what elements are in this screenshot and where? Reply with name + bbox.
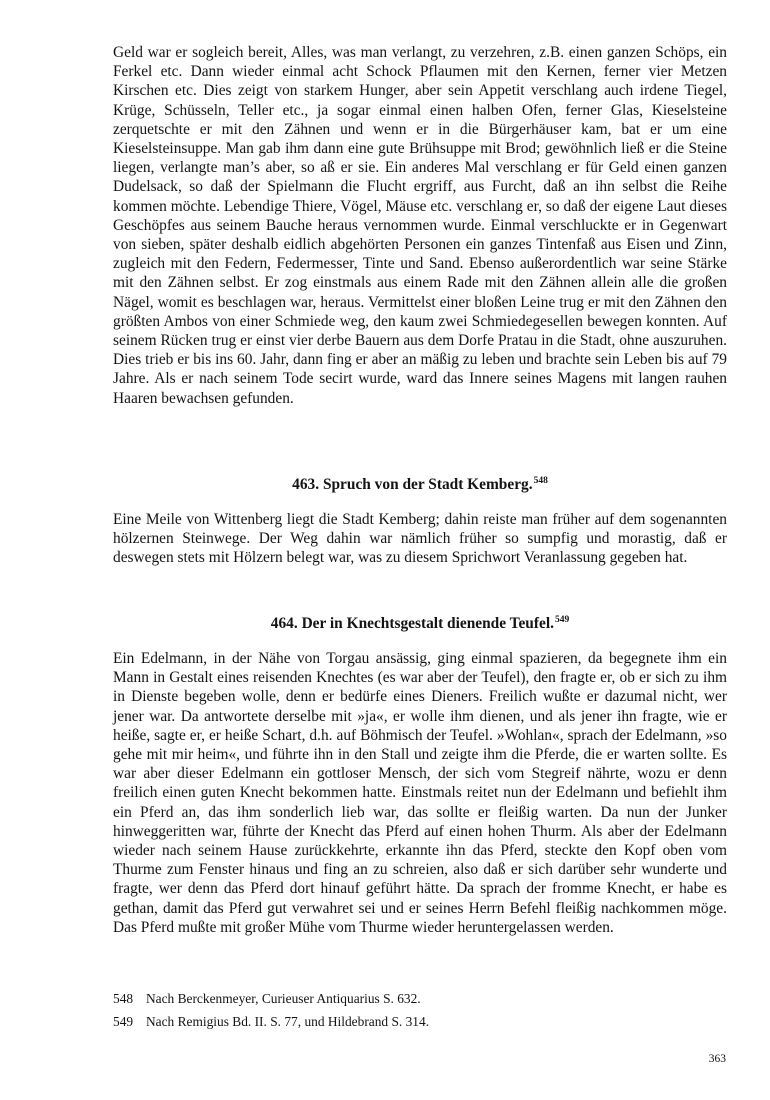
paragraph-teufel: Ein Edelmann, in der Nähe von Torgau ansässig, ging einmal spazieren, da begegnete ihm ein Mann in Gestalt eines reisenden Knechtes (es war aber der Teufel), den fragte er, ob er sich zu ihm in Dienste begeben wolle, denn er bedürfe eines Dieners. Freilich wußte er dazumal nicht, wer jener war. Da antwortete derselbe mit »ja«, er wolle ihm dienen, und als jener ihn fragte, wie er heiße, sagte er, er heiße Schart, d.h. auf Böhmisch der Teufel. »Wohlan«, sprach der Edelmann, »so gehe mit mir heim«, und führte ihn in den Stall und zeigte ihm die Pferde, die er warten sollte. Es war aber dieser Edelmann ein gottloser Mensch, der sich vom Stegreif nährte, wozu er denn freilich einen guten Knecht bekommen hatte. Einstmals reitet nun der Edelmann und befiehlt ihm ein Pferd an, das ihm sonderlich lieb war, das sollte er fleißig warten. Da nun der Junker hinweggeritten war, führte der Knecht das Pferd auf einen hohen Thurm. Als aber der Edelmann wieder nach seinem Hause zurückkehrte, erkannte ihn das Pferd, steckte den Kopf oben vom Thurme zum Fenster hinaus und fing an zu schreien, also daß er sich darüber sehr wunderte und fragte, wer denn das Pferd dort hinauf geführt hätte. Da sprach der fromme Knecht, er habe es gethan, damit das Pferd gut verwahret sei und er seines Herrn Befehl fleißig nachkommen möge. Das Pferd mußte mit großer Mühe vom Thurme wieder heruntergelassen werden. — [113, 650, 727, 936]
footnote-number: 549 — [113, 1014, 134, 1029]
footnote-text: Nach Remigius Bd. II. S. 77, und Hildebrand S. 314. — [146, 1014, 430, 1029]
heading-463-kemberg — [113, 475, 727, 494]
page-number: 363 — [708, 1053, 726, 1065]
heading-title: 463. Spruch von der Stadt Kemberg. — [292, 476, 533, 493]
heading-title: 464. Der in Knechtsgestalt dienende Teufel. — [270, 615, 554, 632]
footnote-ref-548[interactable]: 548 — [533, 476, 548, 486]
footnote-text: Nach Berckenmeyer, Curieuser Antiquarius S. 632. — [146, 991, 421, 1006]
footnote-548 — [113, 990, 727, 1007]
footnote-ref-549[interactable]: 549 — [554, 615, 570, 625]
paragraph-kemberg: Eine Meile von Wittenberg liegt die Stadt Kemberg; dahin reiste man früher auf dem sogenannten hölzernen Steinwege. Der Weg dahin war nämlich früher so sumpfig und morastig, daß er deswegen stets mit Hölzern belegt war, was zu diesem Sprichwort Veranlassung gegeben hat. — [113, 511, 727, 567]
footnote-549 — [113, 1013, 727, 1030]
paragraph-continued-story: Geld war er sogleich bereit, Alles, was man verlangt, zu verzehren, z.B. einen ganzen Schöps, ein Ferkel etc. Dann wieder einmal acht Schock Pflaumen mit den Kernen, ferner vier Metzen Kirschen etc. Dies zeigt von starkem Hunger, aber sein Appetit verschlang auch irdene Tiegel, Krüge, Schüsseln, Teller etc., ja sogar einmal einen halben Ofen, ferner Glas, Kieselsteine zerquetschte er mit den Zähnen und wenn er in die Bürgerhäuser kam, bat er um eine Kieselsteinsuppe. Man gab ihm dann eine gute Brühsuppe mit Brod; gewöhnlich ließ er die Steine liegen, verlangte man’s aber, so aß er sie. Ein anderes Mal verschlang er für Geld einen ganzen Dudelsack, so daß der Spielmann die Flucht ergriff, aus Furcht, daß an ihn selbst die Reihe kommen möchte. Lebendige Thiere, Vögel, Mäuse etc. verschlang er, so daß der eigene Laut dieses Geschöpfes aus seinem Bauche heraus vernommen wurde. Einmal verschluckte er in Gegenwart von sieben, später deshalb eidlich abgehörten Personen ein ganzes Tintenfaß aus Eisen und Zinn, zugleich mit den Federn, Federmesser, Tinte und Sand. Ebenso außerordentlich war seine Stärke mit den Zähnen selbst. Er zog einstmals aus einem Rade mit den Zähnen allein alle die großen Nägel, womit es beschlagen war, heraus. Vermittelst einer bloßen Leine trug er mit den Zähnen den größten Ambos von einer Schmiede weg, den kaum zwei Schmiedegesellen bewegen konnten. Auf seinem Rücken trug er einst vier derbe Bauern aus dem Dorfe Pratau in die Stadt, ohne auszuruhen. Dies trieb er bis ins 60. Jahr, dann fing er aber an mäßig zu leben und brachte sein Leben bis auf 79 Jahre. Als er nach seinem Tode secirt wurde, ward das Innere seines Magens mit langen rauhen Haaren bewachsen gefunden. — [113, 44, 727, 407]
footnote-number: 548 — [113, 991, 134, 1006]
heading-464-teufel — [113, 614, 727, 633]
